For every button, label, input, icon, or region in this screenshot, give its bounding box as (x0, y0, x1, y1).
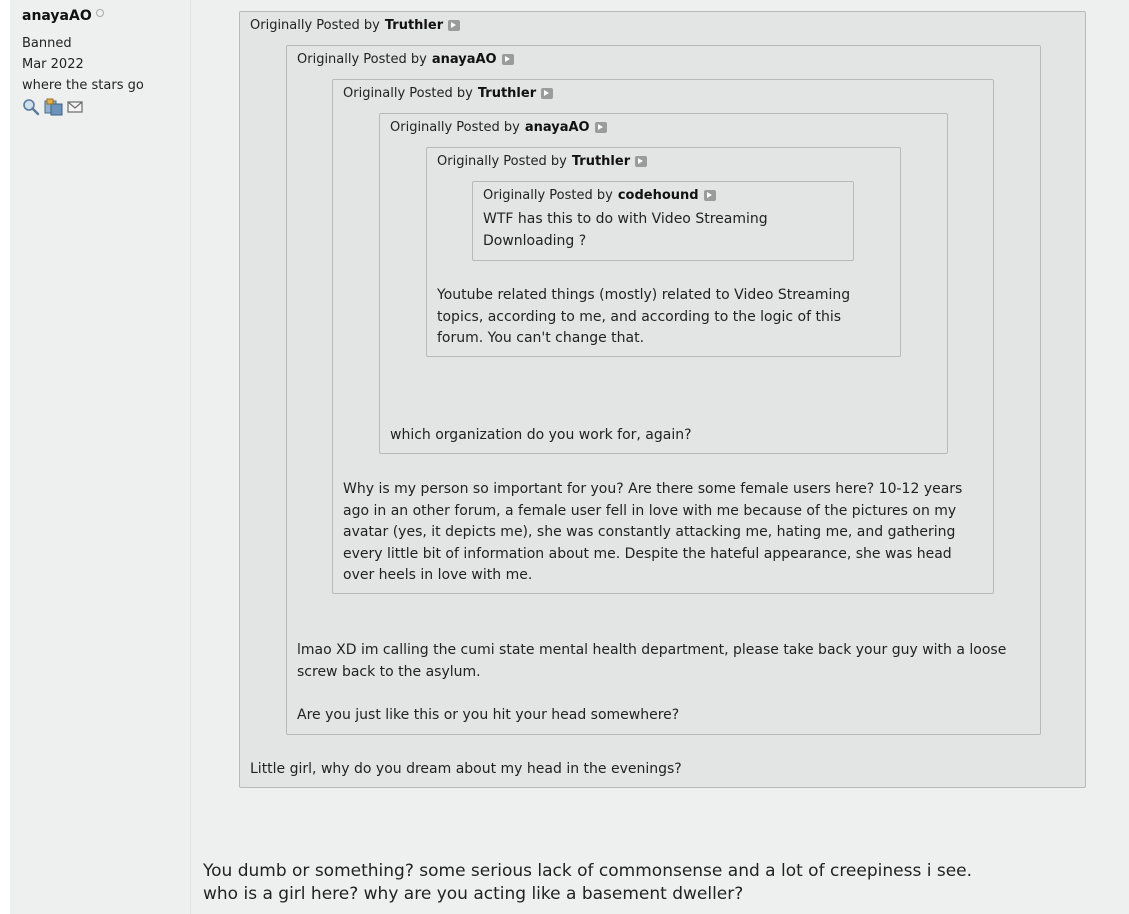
quote-block-3 (332, 79, 994, 594)
view-post-icon[interactable] (635, 156, 647, 167)
quote-text: Youtube related things (mostly) related to Video Streaming topics, according to me, and according to the logic of this forum. You can't change that. (437, 287, 851, 346)
quote-text: Why is my person so important for you? Are there some female users here? 10-12 years ago in an other forum, a female user fell in love with me because of the pictures on my avatar (yes, it depicts me), she was constantly attacking me, hating me, and gathering every little bit of information about me. Despite the hateful appearance, she was head over heels in love with me. (343, 481, 963, 583)
username[interactable]: anayaAO (22, 8, 104, 24)
quote-block-1 (239, 11, 1086, 788)
quote-author[interactable]: Truthler (571, 154, 631, 169)
quote-header: Originally Posted by codehound (483, 188, 716, 203)
quote-text: Are you just like this or you hit your head somewhere? (297, 707, 680, 723)
quote-author[interactable]: anayaAO (524, 120, 590, 135)
quote-author[interactable]: Truthler (384, 18, 444, 33)
quote-author[interactable]: codehound (617, 188, 699, 203)
quote-block-4 (379, 113, 948, 454)
quote-header: Originally Posted by anayaAO (297, 52, 514, 67)
quote-header: Originally Posted by Truthler (343, 86, 553, 101)
quote-block-2 (286, 45, 1041, 735)
quote-text: WTF has this to do with Video Streaming Downloading ? (483, 211, 768, 249)
quote-block-5 (426, 147, 901, 357)
quote-text: Little girl, why do you dream about my head in the evenings? (250, 761, 682, 777)
user-rank: Banned (22, 36, 72, 51)
offline-status-icon (96, 9, 104, 17)
profile-icon[interactable] (44, 98, 62, 116)
view-post-icon[interactable] (704, 190, 716, 201)
user-sidebar (10, 0, 191, 914)
join-date: Mar 2022 (22, 57, 84, 72)
view-post-icon[interactable] (595, 122, 607, 133)
quote-author[interactable]: anayaAO (431, 52, 497, 67)
view-post-icon[interactable] (502, 54, 514, 65)
post-body-line: You dumb or something? some serious lack of commonsense and a lot of creepiness i see. (203, 861, 973, 881)
message-icon[interactable] (66, 98, 84, 116)
quote-author[interactable]: Truthler (477, 86, 537, 101)
search-icon[interactable] (22, 98, 40, 116)
user-location: where the stars go (22, 78, 144, 93)
view-post-icon[interactable] (541, 88, 553, 99)
quote-header: Originally Posted by anayaAO (390, 120, 607, 135)
quote-block-6 (472, 181, 854, 261)
quote-header: Originally Posted by Truthler (250, 18, 460, 33)
post-body-line: who is a girl here? why are you acting like a basement dweller? (203, 884, 744, 904)
quote-text: which organization do you work for, again? (390, 427, 692, 443)
view-post-icon[interactable] (448, 20, 460, 31)
quote-text: lmao XD im calling the cumi state mental health department, please take back your guy with a loose screw back to the asylum. (297, 642, 1007, 680)
post-content (191, 0, 1129, 914)
quote-header: Originally Posted by Truthler (437, 154, 647, 169)
